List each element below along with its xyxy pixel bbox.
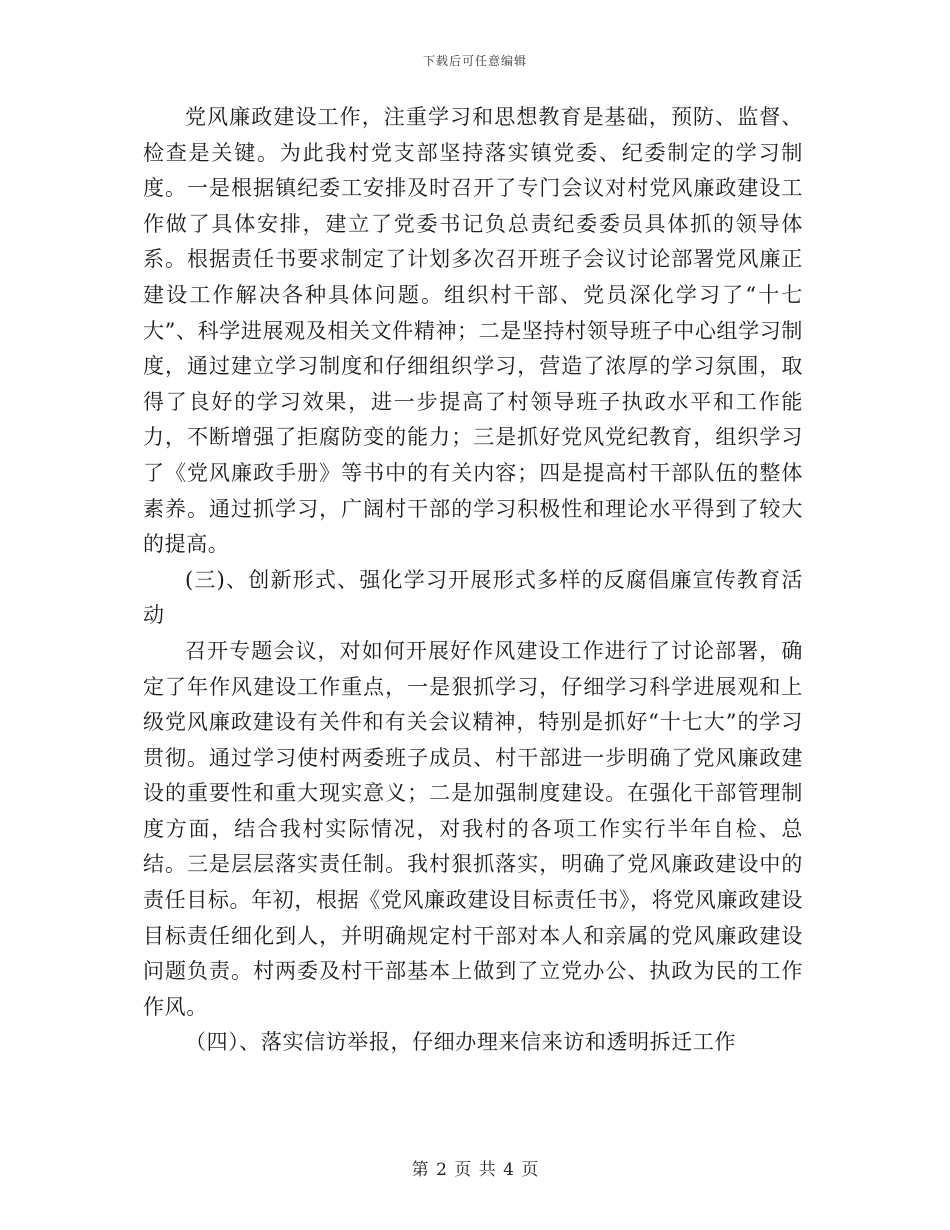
page-number-footer: 第 2 页 共 4 页 [411, 1160, 539, 1180]
document-body [143, 100, 803, 1061]
section-heading-four: （四）、落实信访举报，仔细办理来信来访和透明拆迁工作 [185, 1030, 737, 1055]
paragraph-study-education: 党风廉政建设工作，注重学习和思想教育是基础，预防、监督、检查是关键。为此我村党支部坚持落实镇党委、纪委制定的学习制度。一是根据镇纪委工安排及时召开了专门会议对村党风廉政建设工作做了具体安排，建立了党委书记负总责纪委委员具体抓的领导体系。根据责任书要求制定了计划多次召开班子会议讨论部署党风廉正建设工作解决各种具体问题。组织村干部、党员深化学习了“十七大”、科学进展观及相关文件精神；二是坚持村领导班子中心组学习制度，通过建立学习制度和仔细组织学习，营造了浓厚的学习氛围，取得了良好的学习效果，进一步提高了村领导班子执政水平和工作能力，不断增强了拒腐防变的能力；三是抓好党风党纪教育，组织学习了《党风廉政手册》等书中的有关内容；四是提高村干部队伍的整体素养。通过抓学习，广阔村干部的学习积极性和理论水平得到了较大的提高。 [143, 105, 803, 557]
paragraph-style-building: 召开专题会议，对如何开展好作风建设工作进行了讨论部署，确定了年作风建设工作重点，一是狠抓学习，仔细学习科学进展观和上级党风廉政建设有关件和有关会议精神，特别是抓好“十七大”的学习贯彻。通过学习使村两委班子成员、村干部进一步明确了党风廉政建设的重要性和重大现实意义；二是加强制度建设。在强化干部管理制度方面，结合我村实际情况，对我村的各项工作实行半年自检、总结。三是层层落实责任制。我村狠抓落实，明确了党风廉政建设中的责任目标。年初，根据《党风廉政建设目标责任书》，将党风廉政建设目标责任细化到人，并明确规定村干部对本人和亲属的党风廉政建设问题负责。村两委及村干部基本上做到了立党办公、执政为民的工作作风。 [143, 638, 803, 1019]
section-heading-three: (三)、创新形式、强化学习开展形式多样的反腐倡廉宣传教育活动 [143, 567, 803, 628]
header-note: 下载后可任意编辑 [422, 54, 527, 68]
